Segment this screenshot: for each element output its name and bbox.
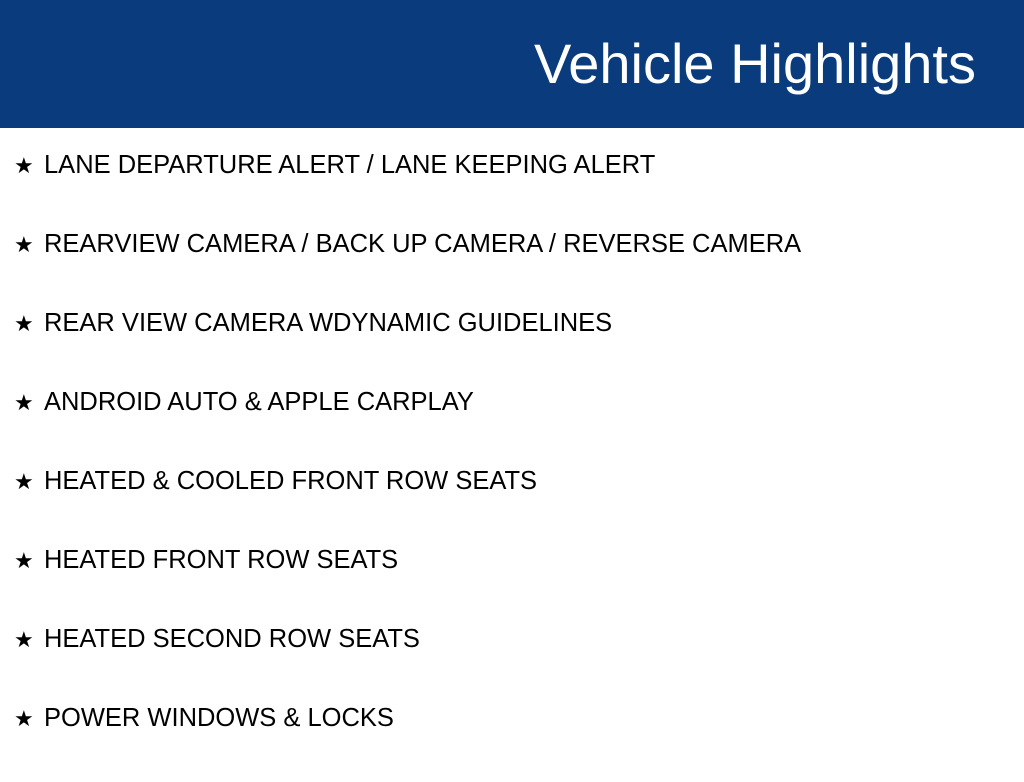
star-icon: ★ (14, 311, 34, 336)
list-item (0, 624, 1024, 703)
list-item-label: HEATED SECOND ROW SEATS (44, 625, 420, 653)
page-title: Vehicle Highlights (533, 32, 976, 96)
list-item (0, 703, 1024, 782)
star-icon: ★ (14, 627, 34, 652)
list-item-label: HEATED FRONT ROW SEATS (44, 546, 399, 574)
list-item (0, 150, 1024, 229)
star-icon: ★ (14, 706, 34, 731)
star-icon: ★ (14, 390, 34, 415)
list-item (0, 466, 1024, 545)
list-item (0, 308, 1024, 387)
list-item-label: HEATED & COOLED FRONT ROW SEATS (44, 467, 538, 495)
star-icon: ★ (14, 232, 34, 257)
star-icon: ★ (14, 469, 34, 494)
list-item-label: ANDROID AUTO & APPLE CARPLAY (44, 388, 474, 416)
list-item (0, 545, 1024, 624)
list-item (0, 387, 1024, 466)
list-item (0, 229, 1024, 308)
star-icon: ★ (14, 153, 34, 178)
list-item-label: POWER WINDOWS & LOCKS (44, 704, 394, 732)
list-item-label: REARVIEW CAMERA / BACK UP CAMERA / REVERSE CAMERA (44, 230, 802, 258)
star-icon: ★ (14, 548, 34, 573)
list-item-label: REAR VIEW CAMERA WDYNAMIC GUIDELINES (44, 309, 613, 337)
title-bar (0, 0, 1024, 128)
vehicle-highlights-list (0, 128, 1024, 782)
list-item-label: LANE DEPARTURE ALERT / LANE KEEPING ALERT (44, 151, 656, 179)
